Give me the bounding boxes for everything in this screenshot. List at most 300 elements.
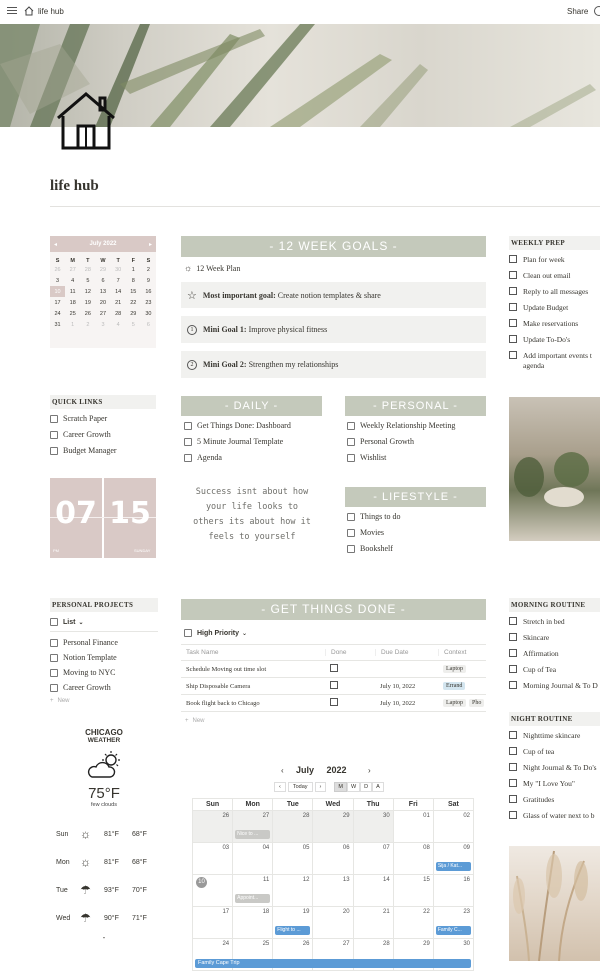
mini-calendar-day[interactable]: 28: [115, 310, 122, 317]
mini-calendar-day[interactable]: 24: [54, 310, 61, 317]
calendar-day-number: 24: [222, 941, 230, 947]
calendar-toolbar: [192, 764, 474, 798]
calendar-day-number: 26: [222, 813, 230, 819]
calendar-day-number: 08: [423, 845, 430, 851]
forecast-high: 93°F: [104, 886, 119, 894]
due-date[interactable]: July 10, 2022: [380, 699, 416, 707]
calendar-day-cell[interactable]: [273, 843, 313, 875]
calendar-day-number: 13: [342, 877, 350, 883]
context-cell[interactable]: [438, 665, 486, 673]
daily-item[interactable]: [184, 421, 291, 430]
chevron-down-icon: ⌄: [78, 619, 84, 626]
project-item[interactable]: [50, 638, 158, 647]
weather-label: WEATHER: [87, 737, 121, 744]
checklist-item-label: Update To-Do's: [523, 335, 571, 344]
mini-calendar-day[interactable]: 11: [69, 288, 76, 295]
forecast-dash: -: [102, 933, 106, 942]
calendar-weekday: Fri: [393, 799, 433, 811]
calendar-day-cell[interactable]: [193, 907, 233, 939]
calendar-day-number: 25: [262, 941, 270, 947]
people-icon: [347, 513, 355, 521]
quote: Success isnt about how your life looks to others its about how it feels to yourself: [193, 487, 311, 542]
pampas-grass-image: [509, 846, 600, 961]
mini-calendar-day[interactable]: 9: [146, 277, 150, 284]
daily-item[interactable]: [184, 453, 291, 462]
project-item[interactable]: [50, 668, 158, 677]
calendar-day-number: 09: [463, 845, 470, 851]
calendar-weekday: Tue: [273, 799, 313, 811]
project-item-label: Career Growth: [63, 683, 111, 692]
prev-month-button[interactable]: ‹: [281, 766, 284, 775]
forecast-low: 68°F: [132, 858, 147, 866]
checklist-item: [509, 795, 600, 805]
table-row[interactable]: [181, 678, 486, 695]
checklist-item-label: Gratitudes: [523, 795, 555, 804]
mini-calendar-day[interactable]: 1: [71, 321, 75, 328]
house-icon: [54, 90, 118, 152]
calendar-day-cell[interactable]: [313, 907, 353, 939]
chevron-down-icon: ⌄: [242, 630, 248, 637]
calendar-day-cell[interactable]: [353, 811, 393, 843]
clock-hour: 07: [55, 496, 97, 531]
calendar-day-cell[interactable]: [273, 875, 313, 907]
mini-calendar-day[interactable]: 5: [131, 321, 135, 328]
checklist-item: [509, 303, 600, 313]
mini-calendar-day[interactable]: 30: [115, 266, 122, 273]
view-week-button[interactable]: W: [347, 782, 360, 792]
next-month-icon[interactable]: ▸: [148, 241, 152, 248]
mini-calendar-day[interactable]: 22: [130, 299, 137, 306]
quick-link[interactable]: [50, 430, 156, 439]
new-label: New: [192, 718, 205, 724]
mini-calendar-day[interactable]: 25: [69, 310, 76, 317]
checkbox[interactable]: [509, 351, 517, 359]
checkbox[interactable]: [509, 319, 517, 327]
checklist-item-label: Stretch in bed: [523, 617, 565, 626]
mini-calendar-week: [50, 308, 156, 319]
high-priority-label: High Priority: [197, 629, 240, 637]
checkbox[interactable]: [509, 731, 517, 739]
checklist-item: [509, 811, 600, 821]
mini-calendar-day[interactable]: 28: [84, 266, 91, 273]
mini-calendar-day[interactable]: 10: [50, 286, 65, 297]
forecast-low: 71°F: [132, 914, 147, 922]
lifestyle-item-label: Things to do: [360, 512, 401, 521]
mini-calendar-day[interactable]: 7: [116, 277, 120, 284]
calendar-day-cell[interactable]: [193, 875, 233, 907]
checklist-item-label: Affirmation: [523, 649, 559, 658]
calendar-day-cell[interactable]: [433, 875, 473, 907]
calendar-week: [193, 907, 474, 939]
calendar-day-cell[interactable]: [353, 907, 393, 939]
prev-button[interactable]: ‹: [274, 782, 286, 792]
project-item[interactable]: [50, 683, 158, 692]
menu-icon[interactable]: [7, 7, 17, 16]
calendar-day-cell[interactable]: [353, 843, 393, 875]
checklist-item: [509, 351, 600, 371]
calendar-day-cell[interactable]: [233, 843, 273, 875]
personal-projects-title: PERSONAL PROJECTS: [50, 598, 158, 612]
calendar-week: [193, 939, 474, 971]
checklist-item: [509, 271, 600, 281]
calendar-day-cell[interactable]: [393, 843, 433, 875]
calendar-day-cell[interactable]: [393, 875, 433, 907]
mini-calendar-day[interactable]: 15: [130, 288, 137, 295]
gift-icon: [347, 454, 355, 462]
weather-widget: [50, 728, 158, 942]
checkbox[interactable]: [509, 795, 517, 803]
mini-calendar-day[interactable]: 29: [130, 310, 137, 317]
month-calendar: [192, 798, 474, 971]
checkbox[interactable]: [509, 681, 517, 689]
done-cell: [325, 698, 375, 708]
mini-calendar-day[interactable]: 8: [131, 277, 135, 284]
mini-calendar-day[interactable]: 26: [84, 310, 91, 317]
personal-item-label: Wishlist: [360, 453, 387, 462]
calendar-weekday: Sat: [433, 799, 473, 811]
mini-calendar-week: [50, 319, 156, 330]
calendar-weekday-row: [193, 799, 474, 811]
night-routine: [509, 712, 600, 821]
mini-calendar-day[interactable]: 27: [69, 266, 76, 273]
forecast-high: 81°F: [104, 830, 119, 838]
mini-calendar-day[interactable]: 14: [115, 288, 122, 295]
checklist-item-label: Morning Journal & To D: [523, 681, 598, 690]
view-month-button[interactable]: M: [334, 782, 347, 792]
calendar-day-number: 30: [383, 813, 390, 819]
context-cell[interactable]: [438, 699, 486, 707]
weather-city: CHICAGO: [85, 728, 123, 737]
project-item-label: Personal Finance: [63, 638, 118, 647]
calendar-event[interactable]: Flight to ...: [275, 926, 310, 935]
twelve-week-plan-label: 12 Week Plan: [196, 263, 241, 273]
checklist-item-label: Skincare: [523, 633, 550, 642]
calendar-day-cell[interactable]: [353, 875, 393, 907]
personal-item[interactable]: [347, 437, 455, 446]
calendar-day-number: 21: [383, 909, 390, 915]
most-goal-text: Create notion templates & share: [277, 290, 381, 300]
weekly-prep: [509, 236, 600, 371]
mini-calendar-day[interactable]: 26: [54, 266, 61, 273]
checklist-item: [509, 681, 600, 691]
daily-item-label: Get Things Done: Dashboard: [197, 421, 291, 430]
share-button[interactable]: Share: [567, 7, 589, 16]
calendar-day-number: 19: [302, 909, 310, 915]
checkbox[interactable]: [509, 649, 517, 657]
new-project-button[interactable]: + New: [50, 698, 70, 704]
view-agenda-button[interactable]: A: [372, 782, 384, 792]
table-icon: [184, 629, 192, 637]
calendar-day-cell[interactable]: [233, 875, 273, 907]
quick-link-label: Scratch Paper: [63, 414, 108, 423]
personal-list: [347, 421, 455, 462]
calendar-day-cell[interactable]: [393, 907, 433, 939]
star-icon: ☆: [187, 289, 197, 302]
lifestyle-item-label: Movies: [360, 528, 384, 537]
checklist-item-label: Reply to all messages: [523, 287, 589, 296]
done-cell: [325, 664, 375, 674]
sun-icon: ☼: [184, 263, 193, 273]
calendar-day-cell[interactable]: [433, 811, 473, 843]
calendar-day-number: 17: [222, 909, 230, 915]
done-checkbox[interactable]: [330, 664, 338, 672]
calendar-day-number: 10: [196, 877, 207, 888]
next-button[interactable]: ›: [315, 782, 327, 792]
checklist-item-label: Cup of tea: [523, 747, 555, 756]
calendar-day-cell[interactable]: [393, 811, 433, 843]
calendar-day-number: 14: [383, 877, 390, 883]
page-icon: [50, 415, 58, 423]
mini-calendar-day[interactable]: 31: [54, 321, 61, 328]
forecast-day: Wed: [56, 914, 71, 922]
calendar-day-number: 27: [262, 813, 270, 819]
checklist-item-label: Add important events t agenda: [523, 351, 592, 370]
breadcrumb[interactable]: life hub: [38, 7, 64, 16]
page-icon: [50, 639, 58, 647]
due-date[interactable]: July 10, 2022: [380, 682, 416, 690]
checkbox[interactable]: [509, 287, 517, 295]
mini-calendar-day[interactable]: 4: [116, 321, 120, 328]
quick-link[interactable]: [50, 446, 156, 455]
cloud-sun-icon: [84, 750, 124, 780]
checkbox[interactable]: [509, 335, 517, 343]
page-icon: [50, 447, 58, 455]
checklist-item: [509, 335, 600, 345]
checklist-item: [509, 319, 600, 329]
daily-item-label: 5 Minute Journal Template: [197, 437, 284, 446]
calendar-day-number: 15: [423, 877, 430, 883]
journal-icon: [184, 438, 192, 446]
task-name[interactable]: Book flight back to Chicago: [186, 699, 260, 707]
project-item[interactable]: [50, 653, 158, 662]
calendar-week: [193, 811, 474, 843]
checkbox[interactable]: [509, 747, 517, 755]
forecast-high: 90°F: [104, 914, 119, 922]
calendar-day-number: 16: [463, 877, 470, 883]
daily-list: [184, 421, 291, 462]
lifestyle-item[interactable]: [347, 528, 400, 537]
col-task-name: Task Name: [186, 649, 219, 656]
mini-calendar-day[interactable]: 18: [69, 299, 76, 306]
page-icon: [50, 431, 58, 439]
checklist-item-label: Glass of water next to b: [523, 811, 595, 820]
heart-icon: [347, 422, 355, 430]
mini-calendar-day[interactable]: 3: [101, 321, 105, 328]
mini-calendar-day[interactable]: 17: [54, 299, 61, 306]
calendar-event-multiday[interactable]: Family Cape Trip: [195, 959, 471, 968]
mini-calendar-day[interactable]: 29: [99, 266, 107, 273]
calendar-month: July: [296, 765, 315, 775]
weather-temp: 75°F: [88, 785, 120, 802]
number-one-icon: 1: [187, 325, 197, 335]
calendar-day-number: 22: [423, 909, 430, 915]
calendar-day-cell[interactable]: [433, 843, 473, 875]
mini-calendar-day[interactable]: 2: [86, 321, 90, 328]
mini-calendar-day[interactable]: 6: [146, 321, 150, 328]
lifestyle-item[interactable]: [347, 544, 400, 553]
calendar-day-cell[interactable]: [273, 811, 313, 843]
calendar-event[interactable]: Family C...: [436, 926, 471, 935]
checklist-item: [509, 287, 600, 297]
checklist-item-label: Nighttime skincare: [523, 731, 581, 740]
page-icon: [50, 654, 58, 662]
mini-calendar-day[interactable]: 20: [99, 299, 107, 306]
calendar-day-cell[interactable]: [433, 907, 473, 939]
calendar-day-cell[interactable]: [193, 939, 240, 971]
calendar-event[interactable]: Sija / Kat...: [436, 862, 471, 871]
calendar-day-cell[interactable]: [233, 811, 273, 843]
checkbox[interactable]: [509, 255, 517, 263]
task-name[interactable]: Ship Disposable Camera: [186, 682, 251, 690]
home-icon: [24, 6, 34, 16]
mini-calendar-day[interactable]: 21: [115, 299, 122, 306]
daily-header: - DAILY -: [181, 396, 322, 416]
gtd-table: [181, 644, 486, 724]
checklist-item: [509, 617, 600, 627]
quick-links-title: QUICK LINKS: [50, 395, 156, 409]
calendar-day-number: 11: [263, 877, 270, 883]
checkbox[interactable]: [509, 303, 517, 311]
mini-calendar-day[interactable]: 19: [84, 299, 91, 306]
calendar-day-number: 07: [383, 845, 390, 851]
table-row[interactable]: [181, 661, 486, 678]
checklist-item-label: Update Budget: [523, 303, 569, 312]
mini-calendar-day[interactable]: 5: [86, 277, 90, 284]
mini-calendar-day[interactable]: 1: [131, 266, 135, 273]
mini-goal-2-label: Mini Goal 2:: [203, 360, 247, 369]
quick-link-label: Career Growth: [63, 430, 111, 439]
mini-goal-2: [181, 351, 486, 378]
calendar-day-number: 01: [423, 813, 430, 819]
storm-icon: ☂: [80, 883, 91, 897]
forecast-row: [50, 876, 158, 904]
checklist-item-label: Make reservations: [523, 319, 579, 328]
daily-item[interactable]: [184, 437, 291, 446]
checkbox[interactable]: [509, 665, 517, 673]
checkbox[interactable]: [509, 811, 517, 819]
lifestyle-item-label: Bookshelf: [360, 544, 393, 553]
mini-goal-2-text: Strengthen my relationships: [248, 360, 339, 369]
gtd-table-header: [181, 644, 486, 661]
forecast-high: 81°F: [104, 858, 119, 866]
checkbox[interactable]: [509, 779, 517, 787]
most-important-goal: [181, 282, 486, 308]
personal-item[interactable]: [347, 421, 455, 430]
weekly-prep-title: WEEKLY PREP: [509, 236, 600, 250]
table-row[interactable]: [181, 695, 486, 712]
new-task-button[interactable]: + New: [185, 718, 205, 724]
calendar-day-number: 06: [342, 845, 350, 851]
calendar-day-cell[interactable]: [313, 811, 353, 843]
twelve-week-plan-link[interactable]: [184, 263, 240, 273]
calendar-year: 2022: [326, 765, 347, 775]
forecast-day: Mon: [56, 858, 70, 866]
mini-calendar-week: [50, 275, 156, 286]
mini-calendar-day[interactable]: 23: [145, 299, 152, 306]
clock-day: SUNDAY: [134, 548, 151, 553]
mini-goal-1-text: Improve physical fitness: [248, 325, 328, 334]
mini-calendar-day[interactable]: 4: [71, 277, 75, 284]
personal-item[interactable]: [347, 453, 455, 462]
page-title: life hub: [50, 178, 99, 194]
forecast-row: [50, 848, 158, 876]
high-priority-view-selector[interactable]: [184, 629, 247, 637]
forecast-low: 68°F: [132, 830, 147, 838]
calendar-day-cell[interactable]: [193, 811, 233, 843]
mini-calendar-day[interactable]: 6: [101, 277, 105, 284]
calendar-event[interactable]: Nice to ...: [235, 830, 270, 839]
calendar-day-cell[interactable]: [273, 907, 313, 939]
get-things-done-header: - GET THINGS DONE -: [181, 599, 486, 620]
checkbox[interactable]: [509, 617, 517, 625]
top-bar: [0, 0, 600, 24]
done-checkbox[interactable]: [330, 681, 338, 689]
book-icon: [347, 545, 355, 553]
most-goal-label: Most important goal:: [202, 290, 276, 300]
task-name[interactable]: Schedule Moving out time slot: [186, 665, 267, 673]
weekday: T: [86, 258, 90, 264]
lifestyle-item[interactable]: [347, 512, 400, 521]
settings-icon[interactable]: [594, 6, 600, 16]
calendar-day-number: 29: [342, 813, 350, 819]
prev-month-icon[interactable]: ◂: [54, 241, 58, 248]
checkbox[interactable]: [509, 271, 517, 279]
movie-icon: [347, 529, 355, 537]
calendar-day-cell[interactable]: [233, 907, 273, 939]
calendar-day-number: 02: [463, 813, 470, 819]
checklist-item: [509, 255, 600, 265]
divider: [50, 206, 600, 207]
calendar-day-number: 03: [222, 845, 230, 851]
done-checkbox[interactable]: [330, 698, 338, 706]
mini-calendar-day[interactable]: 16: [145, 288, 152, 295]
mini-calendar-day[interactable]: 13: [99, 288, 107, 295]
project-item-label: Moving to NYC: [63, 668, 116, 677]
checklist-item-label: Clean out email: [523, 271, 571, 280]
checkbox[interactable]: [509, 763, 517, 771]
list-view-label: List: [63, 618, 76, 626]
context-tag: Pho: [469, 699, 484, 707]
checklist-item-label: Plan for week: [523, 255, 565, 264]
list-view-selector[interactable]: [50, 618, 158, 626]
checkbox[interactable]: [509, 633, 517, 641]
calendar-day-number: 12: [302, 877, 310, 883]
quick-link[interactable]: [50, 414, 156, 423]
calendar-day-cell[interactable]: [313, 843, 353, 875]
clock-ampm: PM: [53, 548, 59, 553]
mini-calendar-day[interactable]: 2: [146, 266, 150, 273]
personal-item-label: Personal Growth: [360, 437, 414, 446]
context-cell[interactable]: [438, 682, 486, 690]
calendar-day-cell[interactable]: [313, 875, 353, 907]
weekday: S: [55, 258, 60, 264]
weekday: S: [146, 258, 151, 264]
calendar-day-cell[interactable]: [193, 843, 233, 875]
night-routine-title: NIGHT ROUTINE: [509, 712, 600, 726]
next-month-button[interactable]: ›: [368, 766, 371, 775]
mini-calendar-week: [50, 286, 156, 297]
mini-calendar-day[interactable]: 12: [84, 288, 91, 295]
mini-calendar-day[interactable]: 3: [56, 277, 60, 284]
calendar-weekday: Thu: [353, 799, 393, 811]
calendar-event[interactable]: Appoint...: [235, 894, 270, 903]
sun-icon: ☼: [80, 855, 91, 869]
today-button[interactable]: Today: [288, 782, 313, 792]
mini-calendar-day[interactable]: 27: [99, 310, 107, 317]
checklist-item-label: Night Journal & To Do's: [523, 763, 597, 772]
mini-calendar-day[interactable]: 30: [145, 310, 152, 317]
view-day-button[interactable]: D: [360, 782, 372, 792]
